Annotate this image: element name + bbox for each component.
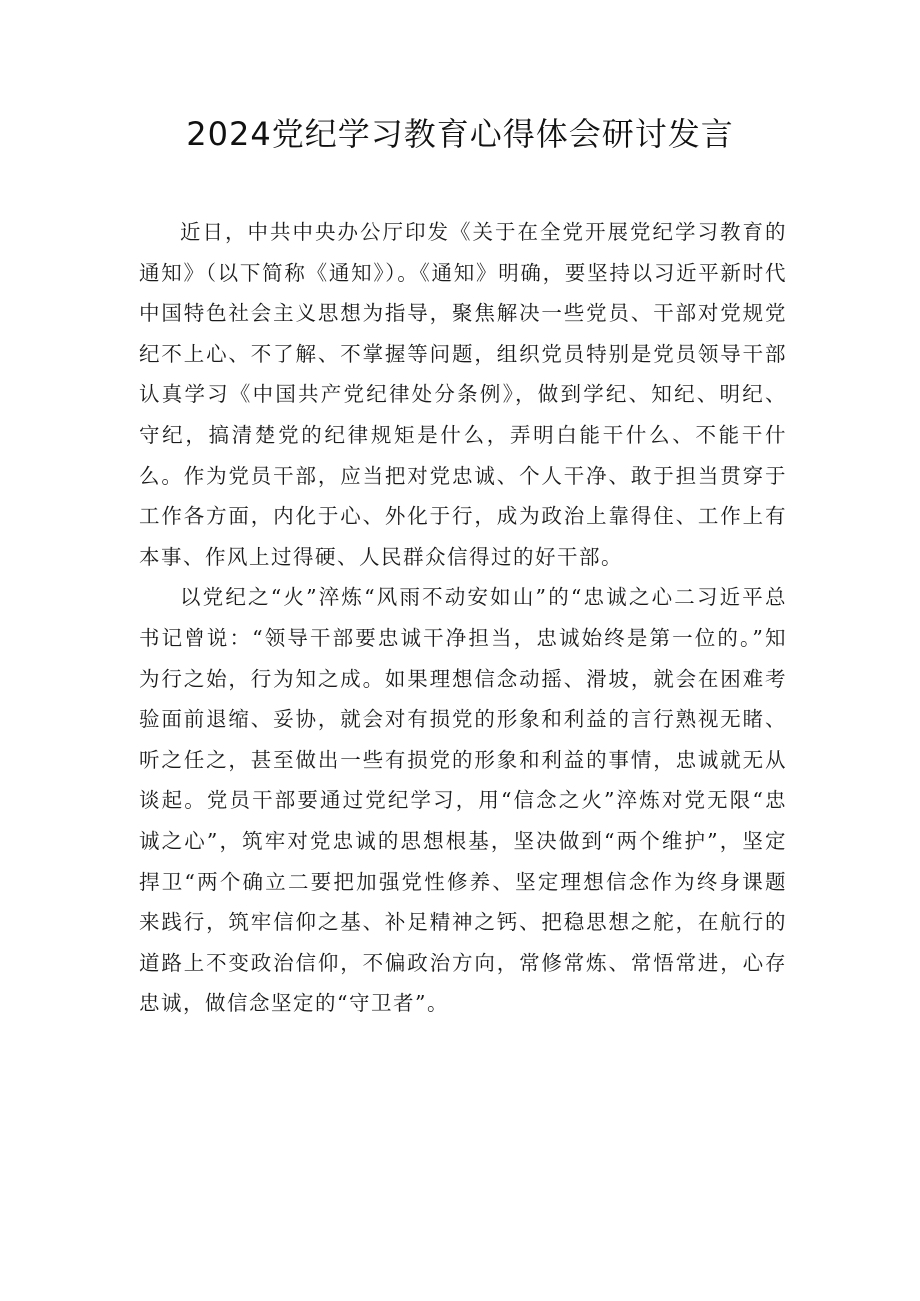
paragraph-1: 近日，中共中央办公厅印发《关于在全党开展党纪学习教育的通知》（以下简称《通知》）。《通知》明确，要坚持以习近平新时代中国特色社会主义思想为指导，聚焦解决一些党员、干部对党规党纪不上心、不了解、不掌握等问题，组织党员特别是党员领导干部认真学习《中国共产党纪律处分条例》，做到学纪、知纪、明纪、守纪，搞清楚党的纪律规矩是什么，弄明白能干什么、不能干什么。作为党员干部，应当把对党忠诚、个人干净、敢于担当贯穿于工作各方面，内化于心、外化于行，成为政治上靠得住、工作上有本事、作风上过得硬、人民群众信得过的好干部。 <box>139 220 787 569</box>
document-body <box>139 212 787 1024</box>
document-title: 2024党纪学习教育心得体会研讨发言 <box>186 115 734 153</box>
paragraph-2: 以党纪之“火”淬炼“风雨不动安如山”的“忠诚之心二习近平总书记曾说：“领导干部要忠诚干净担当，忠诚始终是第一位的。”知为行之始，行为知之成。如果理想信念动摇、滑坡，就会在困难考验面前退缩、妥协，就会对有损党的形象和利益的言行熟视无睹、听之任之，甚至做出一些有损党的形象和利益的事情，忠诚就无从谈起。党员干部要通过党纪学习，用“信念之火”淬炼对党无限“忠诚之心”，筑牢对党忠诚的思想根基，坚决做到“两个维护”，坚定捍卫“两个确立二要把加强党性修养、坚定理想信念作为终身课题来践行，筑牢信仰之基、补足精神之钙、把稳思想之舵，在航行的道路上不变政治信仰，不偏政治方向，常修常炼、常悟常进，心存忠诚，做信念坚定的“守卫者”。 <box>139 585 787 1016</box>
